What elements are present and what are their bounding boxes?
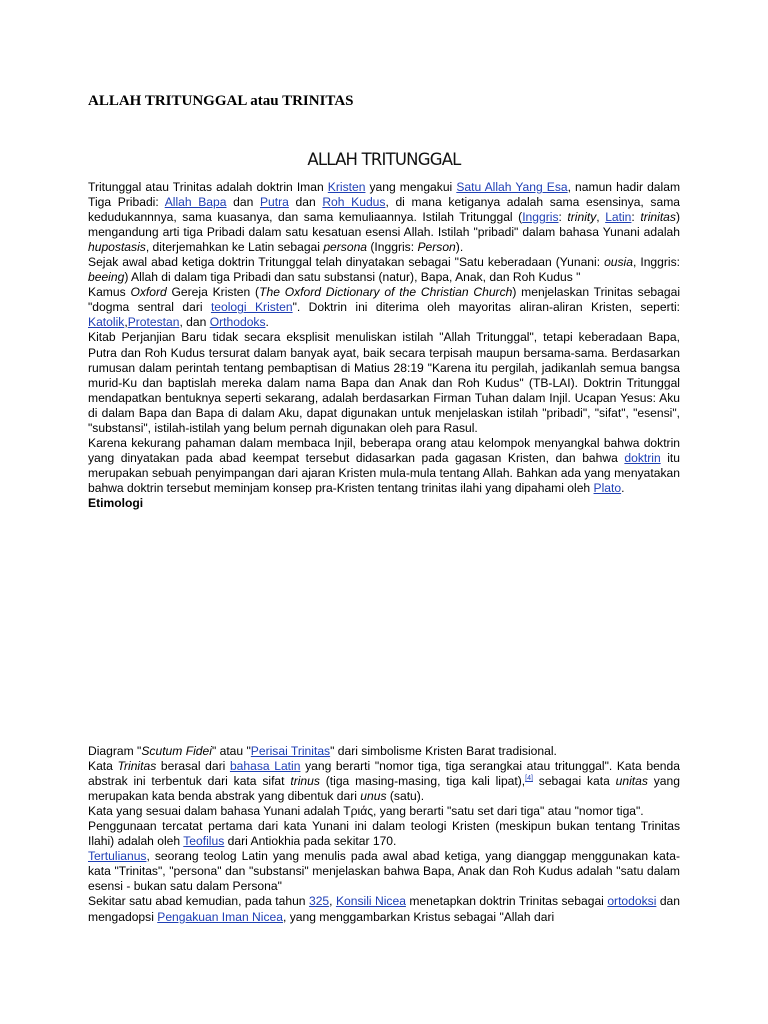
link-allah-bapa[interactable]: Allah Bapa [164,195,227,210]
link-teofilus[interactable]: Teofilus [183,834,225,849]
link-konsili-nicea[interactable]: Konsili Nicea [335,894,406,909]
article-body [88,180,680,511]
paragraph-nicea: Sekitar satu abad kemudian, pada tahun 325, Konsili Nicea menetapkan doktrin Trinitas sebagai ortodoksi dan mengadopsi Pengakuan Iman Nicea, yang menggambarkan Kristus sebagai "Allah dari [88,894,681,924]
scutum-fidei-image-area [88,545,680,737]
link-perisai-trinitas[interactable]: Perisai Trinitas [250,744,331,758]
link-putra[interactable]: Putra [259,195,289,210]
paragraph-teofilus: Penggunaan tercatat pertama dari kata Yunani ini dalam teologi Kristen (meskipun bukan tentang Trinitas Ilahi) adalah oleh Teofilus dari Antiokhia pada sekitar 170. [88,819,680,849]
link-ortodoksi[interactable]: ortodoksi [607,894,657,909]
paragraph-definition: Sejak awal abad ketiga doktrin Tritunggal telah dinyatakan sebagai "Satu keberadaan (Yunani: ousia, Inggris: beeing) Allah di dalam tiga Pribadi dan satu substansi (natur), Bapa, Anak, dan Roh Kudus " [88,255,680,285]
link-bahasa-latin[interactable]: bahasa Latin [229,759,301,774]
link-roh-kudus[interactable]: Roh Kudus [322,195,386,210]
link-pengakuan-iman-nicea[interactable]: Pengakuan Iman Nicea [157,909,283,924]
link-teologi-kristen[interactable]: teologi Kristen [210,300,293,315]
paragraph-latin-origin: Kata Trinitas berasal dari bahasa Latin yang berarti "nomor tiga, tiga serangkai atau tritunggal". Kata benda abstrak ini terbentuk dari kata sifat trinus (tiga masing-masing, tiga kali lipat),[4] sebagai kata unitas yang merupakan kata benda abstrak yang dibentuk dari unus (satu). [88,759,680,804]
link-katolik[interactable]: Katolik [88,315,125,330]
document-title: ALLAH TRITUNGGAL atau TRINITAS [88,93,354,109]
paragraph-tertulianus: Tertulianus, seorang teolog Latin yang menulis pada awal abad ketiga, yang dianggap menggunakan kata-kata "Trinitas", "persona" dan "substansi" menjelaskan bahwa Bapa, Anak dan Roh Kudus adalah "satu dalam esensi - bukan satu dalam Persona" [88,849,680,894]
link-inggris[interactable]: Inggris [522,210,559,225]
paragraph-greek-word: Kata yang sesuai dalam bahasa Yunani adalah Τριάς, yang berarti "satu set dari tiga" atau "nomor tiga". [88,804,644,819]
paragraph-oxford: Kamus Oxford Gereja Kristen (The Oxford Dictionary of the Christian Church) menjelaskan Trinitas sebagai "dogma sentral dari teologi Kristen". Doktrin ini diterima oleh mayoritas aliran-aliran Kristen, seperti: Katolik,Protestan, dan Orthodoks. [88,285,681,330]
paragraph-penyangkalan: Karena kekurang pahaman dalam membaca Injil, beberapa orang atau kelompok menyangkal bahwa doktrin yang dinyatakan pada abad keempat tersebut didasarkan pada gagasan Kristen, dan bahwa doktrin itu merupakan sebuah penyimpangan dari ajaran Kristen mula-mula tentang Allah. Bahkan ada yang menyatakan bahwa doktrin tersebut meminjam konsep pra-Kristen tentang trinitas ilahi yang dipahami oleh Plato. [88,435,680,495]
section-title: ALLAH TRITUNGGAL [307,150,461,169]
link-protestan[interactable]: Protestan [127,315,180,330]
link-doktrin[interactable]: doktrin [624,450,661,465]
article-body-continued [88,744,680,925]
link-orthodoks[interactable]: Orthodoks [209,315,266,330]
link-satu-allah-yang-esa[interactable]: Satu Allah Yang Esa [456,180,568,194]
paragraph-perjanjian-baru: Kitab Perjanjian Baru tidak secara eksplisit menuliskan istilah "Allah Tritunggal", tetapi keberadaan Bapa, Putra dan Roh Kudus tersurat dalam banyak ayat, baik secara terpisah maupun bersama-sama. Berdasarkan rumusan dalam perintah tentang pembaptisan di Matius 28:19 "Karena itu pergilah, jadikanlah semua bangsa murid-Ku dan baptislah mereka dalam nama Bapa dan Anak dan Roh Kudus" (TB-LAI). Doktrin Tritunggal mendapatkan bentuknya seperti sekarang, adalah berdasarkan Firman Tuhan dalam Injil. Ucapan Yesus: Aku di dalam Bapa dan Bapa di dalam Aku, dapat digunakan untuk menjelaskan istilah "pribadi", "sifat", "esensi", "substansi", istilah-istilah yang belum pernah digunakan oleh para Rasul. [88,330,680,435]
link-tertulianus[interactable]: Tertulianus [88,849,147,864]
link-kristen[interactable]: Kristen [327,180,366,194]
paragraph-intro: Tritunggal atau Trinitas adalah doktrin Iman Kristen yang mengakui Satu Allah Yang Esa, namun hadir dalam Tiga Pribadi: Allah Bapa dan Putra dan Roh Kudus, di mana ketiganya adalah sama esensinya, sama kedudukannnya, sama kuasanya, dan sama kemuliaannya. Istilah Tritunggal (Inggris: trinity, Latin: trinitas) mengandung arti tiga Pribadi dalam satu kesatuan esensi Allah. Istilah "pribadi" dalam bahasa Yunani adalah hupostasis, diterjemahkan ke Latin sebagai persona (Inggris: Person). [88,180,681,255]
figure-caption: Diagram "Scutum Fidei" atau "Perisai Trinitas" dari simbolisme Kristen Barat tradisional. [88,744,557,758]
etimologi-heading: Etimologi [88,495,144,510]
link-latin[interactable]: Latin [605,210,632,225]
link-plato[interactable]: Plato [593,480,622,495]
footnote-link-4[interactable]: [4] [525,775,533,783]
link-325[interactable]: 325 [308,894,330,909]
